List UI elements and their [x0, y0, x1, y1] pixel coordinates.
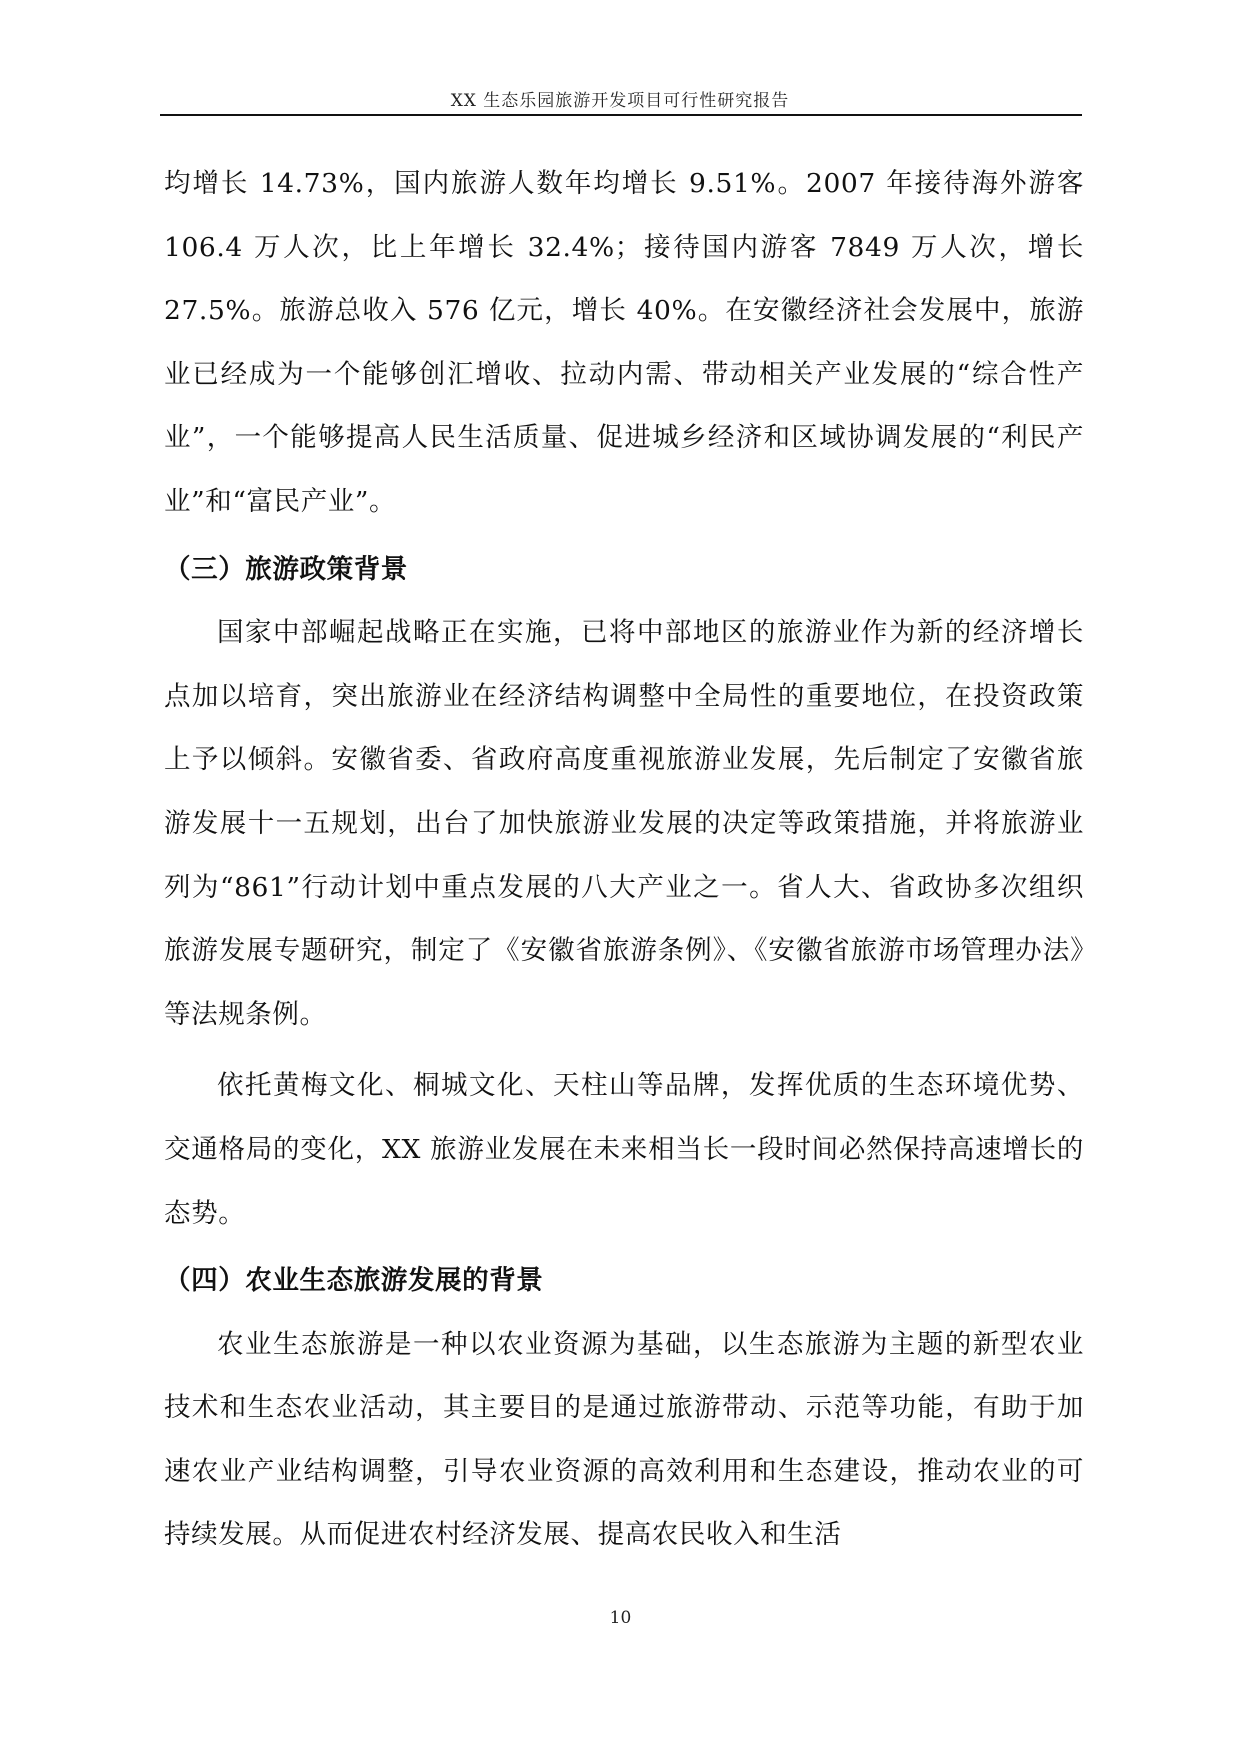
header-divider — [160, 114, 1082, 116]
running-header: XX 生态乐园旅游开发项目可行性研究报告 — [450, 91, 790, 111]
section-3-paragraph-1: 国家中部崛起战略正在实施，已将中部地区的旅游业作为新的经济增长点加以培育，突出旅游业在经济结构调整中全局性的重要地位，在投资政策上予以倾斜。安徽省委、省政府高度重视旅游业发展，先后制定了安徽省旅游发展十一五规划，出台了加快旅游业发展的决定等政策措施，并将旅游业列为“861”行动计划中重点发展的八大产业之一。省人大、省政协多次组织旅游发展专题研究，制定了《安徽省旅游条例》、《安徽省旅游市场管理办法》等法规条例。 — [164, 617, 1084, 1030]
document-body — [164, 152, 1084, 1567]
intro-paragraph: 均增长 14.73%，国内旅游人数年均增长 9.51%。2007 年接待海外游客 106.4 万人次，比上年增长 32.4%；接待国内游客 7849 万人次，增长 27.5%。旅游总收入 576 亿元，增长 40%。在安徽经济社会发展中，旅游业已经成为一个能够创汇增收、拉动内需、带动相关产业发展的“综合性产业”，一个能够提高人民生活质量、促进城乡经济和区域协调发展的“利民产业”和“富民产业”。 — [164, 168, 1084, 517]
section-3-heading: （三）旅游政策背景 — [164, 553, 408, 585]
section-4-heading: （四）农业生态旅游发展的背景 — [164, 1265, 544, 1297]
section-4-paragraph-1: 农业生态旅游是一种以农业资源为基础，以生态旅游为主题的新型农业技术和生态农业活动，其主要目的是通过旅游带动、示范等功能，有助于加速农业产业结构调整，引导农业资源的高效利用和生态建设，推动农业的可持续发展。从而促进农村经济发展、提高农民收入和生活 — [164, 1328, 1084, 1551]
page-number: 10 — [609, 1608, 632, 1628]
section-3-paragraph-2: 依托黄梅文化、桐城文化、天柱山等品牌，发挥优质的生态环境优势、交通格局的变化，XX 旅游业发展在未来相当长一段时间必然保持高速增长的态势。 — [164, 1070, 1084, 1229]
